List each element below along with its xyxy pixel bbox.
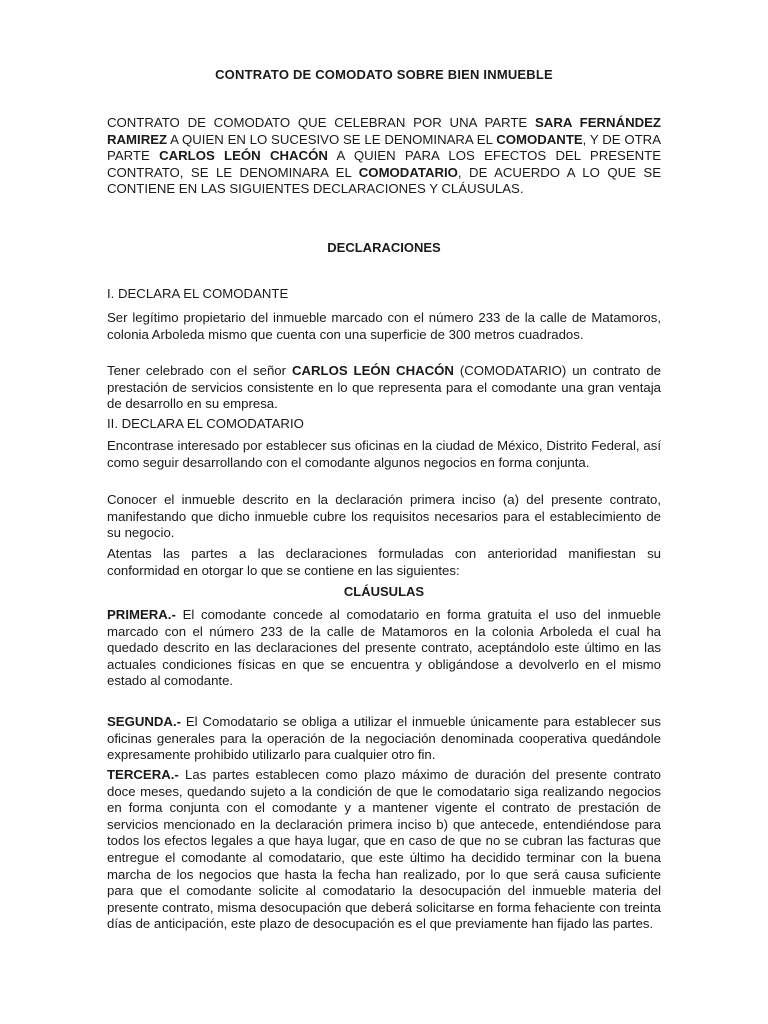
primera-text: El comodante concede al comodatario en forma gratuita el uso del inmueble marcado con el número 233 de la calle de Matamoros en la colonia Arboleda el cual ha quedado descrito en las declaraciones del presente contrato, aceptándolo este último en las actuales condiciones físicas en que se encuentra y obligándose a devolverlo en el mismo estado al comodante.: [107, 607, 661, 689]
declaraciones-heading: DECLARACIONES: [327, 240, 441, 255]
section-1-paragraph-1: Ser legítimo propietario del inmueble marcado con el número 233 de la calle de Matamoros, colonia Arboleda mismo que cuenta con una superficie de 300 metros cuadrados.: [107, 310, 661, 342]
clause-tercera: [107, 767, 661, 933]
comodante-name: SARA FERNÁNDEZ RAMIREZ: [107, 115, 661, 147]
section-2-paragraph-2: Conocer el inmueble descrito en la declaración primera inciso (a) del presente contrato, manifestando que dicho inmueble cubre los requisitos necesarios para el establecimiento de su negocio.: [107, 492, 661, 541]
comodatario-name: CARLOS LEÓN CHACÓN: [159, 148, 328, 164]
intro-text-1: CONTRATO DE COMODATO QUE CELEBRAN POR UNA PARTE: [107, 115, 535, 130]
tercera-text: Las partes establecen como plazo máximo de duración del presente contrato doce meses, quedando sujeto a la condición de que le comodatario siga realizando negocios en forma conjunta con el comodante y a mantener vigente el contrato de prestación de servicios mencionado en la declaración primera inciso b) que antecede, entendiéndose para todos los efectos legales a que haya lugar, que en caso de que no se cubran las facturas que entregue el comodante al comodatario, que este último ha decidido terminar con la buena marcha de los negocios que hasta la fecha han realizado, por lo que será causa suficiente para que el comodante solicite al comodatario la desocupación del inmueble materia del presente contrato, misma desocupación que deberá solicitarse en forma fehaciente con treinta días de anticipación, este plazo de desocupación es el que previamente han fijado las partes.: [107, 767, 661, 932]
comodante-term: COMODANTE: [496, 131, 583, 147]
intro-text-3: , Y DE OTRA PARTE: [107, 131, 661, 164]
section-2-paragraph-1: Encontrase interesado por establecer sus oficinas en la ciudad de México, Distrito Federal, así como seguir desarrollando con el comodante algunos negocios en forma conjunta.: [107, 438, 661, 470]
section-1-label: I. DECLARA EL COMODANTE: [107, 286, 289, 301]
section-2-label: II. DECLARA EL COMODATARIO: [107, 416, 304, 431]
section-1-paragraph-2: [107, 363, 661, 413]
intro-text-5: , DE ACUERDO A LO QUE SE CONTIENE EN LAS SIGUIENTES DECLARACIONES Y CLÁUSULAS.: [107, 164, 661, 197]
s1p2-text-2: (COMODATARIO) un contrato de prestación de servicios consistente en lo que representa para el comodante una gran ventaja de desarrollo en su empresa.: [107, 363, 661, 412]
clause-primera: [107, 607, 661, 690]
tercera-label: TERCERA.-: [107, 767, 179, 782]
primera-label: PRIMERA.-: [107, 607, 176, 622]
clausulas-heading: CLÁUSULAS: [343, 584, 425, 599]
comodatario-term: COMODATARIO: [358, 164, 458, 180]
intro-paragraph: [107, 115, 661, 198]
s1p2-name: CARLOS LEÓN CHACÓN: [291, 363, 454, 378]
section-2-paragraph-3: Atentas las partes a las declaraciones formuladas con anterioridad manifiestan su conformidad en otorgar lo que se contiene en las siguientes:: [107, 546, 661, 578]
document-title: CONTRATO DE COMODATO SOBRE BIEN INMUEBLE: [215, 67, 553, 82]
clause-segunda: [107, 714, 661, 764]
s1p2-text-1: Tener celebrado con el señor: [107, 363, 292, 378]
intro-text-4: A QUIEN PARA LOS EFECTOS DEL PRESENTE CONTRATO, SE LE DENOMINARA EL: [107, 148, 661, 180]
segunda-label: SEGUNDA.-: [107, 714, 181, 729]
segunda-text: El Comodatario se obliga a utilizar el inmueble únicamente para establecer sus oficinas generales para la operación de la negociación denominada cooperativa quedándole expresamente prohibido utilizarlo para cualquier otro fin.: [107, 714, 661, 763]
intro-text-2: A QUIEN EN LO SUCESIVO SE LE DENOMINARA EL: [167, 131, 497, 147]
